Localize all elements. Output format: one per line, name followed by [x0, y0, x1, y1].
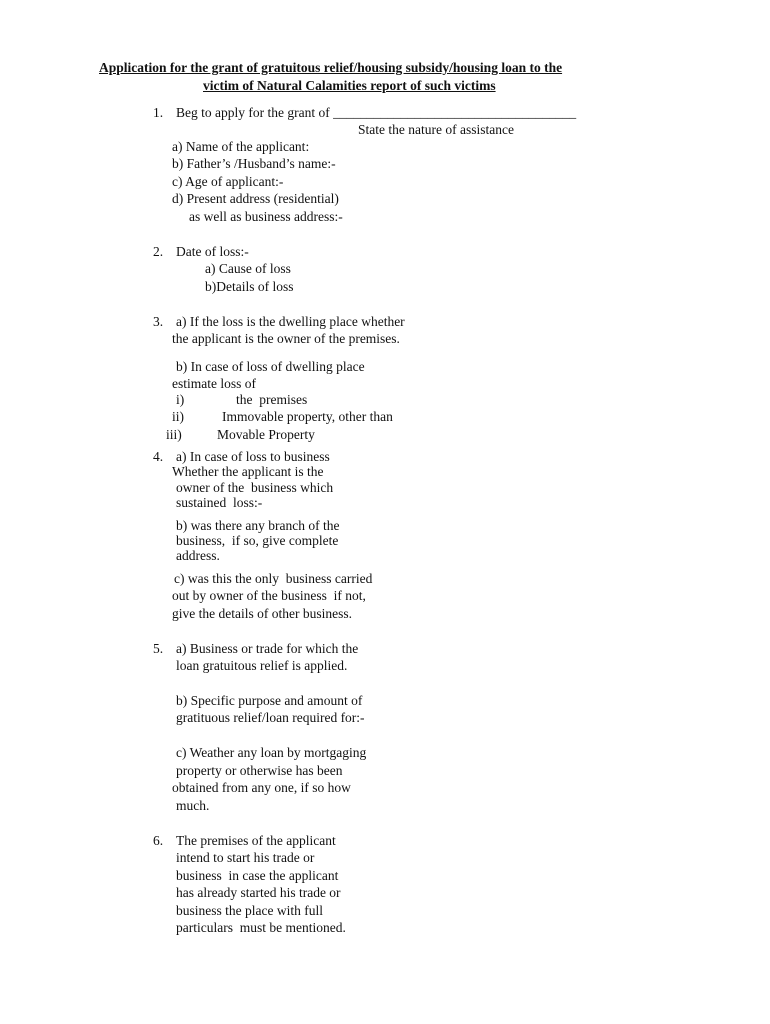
item-4a-text-cont-2: owner of the business which	[176, 480, 334, 495]
item-2a-text: a) Cause of loss	[205, 261, 291, 276]
item-4-number: 4.	[153, 449, 164, 464]
item-5-number: 5.	[153, 641, 164, 656]
item-3b-iii-text: Movable Property	[217, 427, 315, 442]
item-5a-text: a) Business or trade for which the	[176, 641, 359, 656]
item-3b-i-number: i)	[176, 392, 185, 407]
item-1d-text-cont: as well as business address:-	[189, 209, 343, 224]
item-1a-text: a) Name of the applicant:	[172, 139, 310, 154]
item-2-text: Date of loss:-	[176, 244, 249, 259]
item-1-text: Beg to apply for the grant of ____________________________________	[176, 105, 577, 120]
item-3a-text: a) If the loss is the dwelling place whether	[176, 314, 405, 329]
item-3b-i-text: the premises	[236, 392, 308, 407]
item-5c-text: c) Weather any loan by mortgaging	[176, 745, 367, 760]
item-1c-text: c) Age of applicant:-	[172, 174, 284, 189]
item-4c-text-cont-2: give the details of other business.	[172, 606, 352, 621]
item-5b-text-cont: gratituous relief/loan required for:-	[176, 710, 365, 725]
item-4b-text: b) was there any branch of the	[176, 518, 340, 533]
item-4b-text-cont-1: business, if so, give complete	[176, 533, 339, 548]
item-3a-text-cont: the applicant is the owner of the premises.	[172, 331, 400, 346]
item-3-number: 3.	[153, 314, 164, 329]
item-3b-text: b) In case of loss of dwelling place	[176, 359, 365, 374]
item-4c-text-cont-1: out by owner of the business if not,	[172, 588, 366, 603]
item-2b-text: b)Details of loss	[205, 279, 294, 294]
item-4a-text-cont-1: Whether the applicant is the	[172, 464, 324, 479]
item-6-text-cont-3: has already started his trade or	[176, 885, 341, 900]
item-3b-ii-text: Immovable property, other than	[222, 409, 393, 424]
item-5c-text-cont-1: property or otherwise has been	[176, 763, 343, 778]
item-6-text-cont-4: business the place with full	[176, 903, 323, 918]
item-6-text-cont-1: intend to start his trade or	[176, 850, 315, 865]
page-title-line-1: Application for the grant of gratuitous relief/housing subsidy/housing loan to the	[99, 60, 563, 75]
item-3b-ii-number: ii)	[172, 409, 184, 424]
page-title-line-2: victim of Natural Calamities report of such victims	[203, 78, 496, 93]
item-1-number: 1.	[153, 105, 164, 120]
item-6-text: The premises of the applicant	[176, 833, 336, 848]
item-5b-text: b) Specific purpose and amount of	[176, 693, 363, 708]
item-4a-text-cont-3: sustained loss:-	[176, 495, 263, 510]
item-4a-text: a) In case of loss to business	[176, 449, 330, 464]
item-6-number: 6.	[153, 833, 164, 848]
item-4b-text-cont-2: address.	[176, 548, 220, 563]
item-5a-text-cont: loan gratuitous relief is applied.	[176, 658, 348, 673]
item-4c-text: c) was this the only business carried	[174, 571, 373, 586]
item-3b-text-cont: estimate loss of	[172, 376, 256, 391]
item-1b-text: b) Father’s /Husband’s name:-	[172, 156, 336, 171]
item-6-text-cont-2: business in case the applicant	[176, 868, 339, 883]
item-3b-iii-number: iii)	[166, 427, 182, 442]
item-1d-text: d) Present address (residential)	[172, 191, 339, 206]
item-1-note: State the nature of assistance	[358, 122, 514, 137]
item-2-number: 2.	[153, 244, 164, 259]
item-5c-text-cont-3: much.	[176, 798, 210, 813]
item-5c-text-cont-2: obtained from any one, if so how	[172, 780, 351, 795]
item-6-text-cont-5: particulars must be mentioned.	[176, 920, 346, 935]
